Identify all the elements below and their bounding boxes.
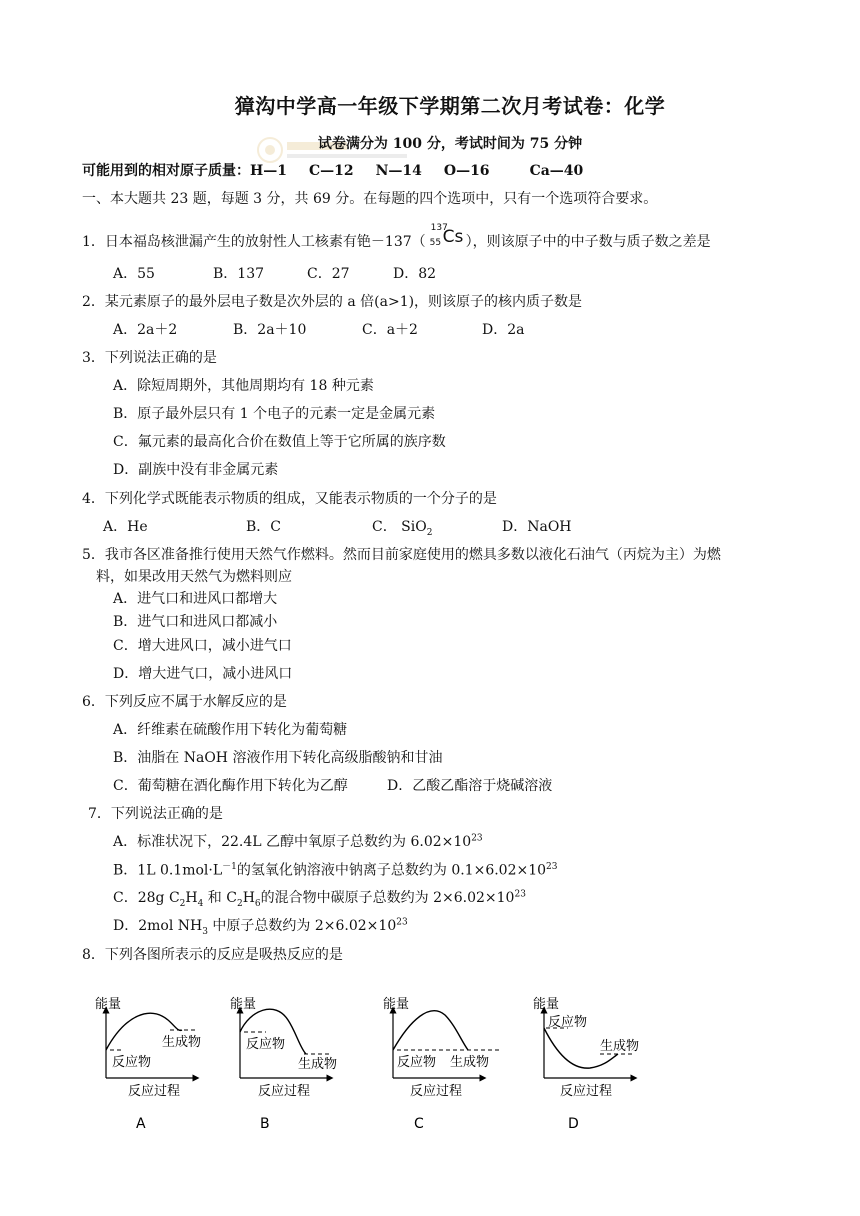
subscript: 3 bbox=[202, 926, 208, 937]
question-4-stem: 4．下列化学式既能表示物质的组成，又能表示物质的一个分子的是 bbox=[82, 491, 497, 507]
exam-info: 试卷满分为 100 分，考试时间为 75 分钟 bbox=[317, 136, 583, 152]
q7-option-d-text2: 中原子总数约为 2×6.02×10 bbox=[212, 918, 397, 934]
q4-option-a[interactable]: A．He bbox=[103, 519, 148, 535]
q3-option-a[interactable]: A．除短周期外，其他周期均有 18 种元素 bbox=[113, 378, 374, 394]
q7-option-b-text2: 的氢氧化钠溶液中钠离子总数约为 0.1×6.02×10 bbox=[236, 862, 547, 879]
q7-option-c[interactable] bbox=[113, 887, 526, 909]
section-instructions: 一、本大题共 23 题，每题 3 分，共 69 分。在每题的四个选项中，只有一个选项符合要求。 bbox=[82, 191, 658, 207]
q1-option-a[interactable]: A．55 bbox=[113, 266, 155, 282]
atomic-mass-n: N—14 bbox=[375, 163, 422, 179]
q4-option-c-text: C． SiO bbox=[372, 519, 427, 535]
nuclide-atomic-number: 55 bbox=[429, 238, 442, 248]
atomic-mass-h: H—1 bbox=[250, 163, 287, 179]
q7-option-c-text3: 和 C bbox=[207, 890, 237, 906]
diagram-b-x-label: 反应过程 bbox=[258, 1084, 311, 1099]
diagram-a-reactant-label: 反应物 bbox=[112, 1055, 152, 1070]
cesium-nuclide bbox=[426, 223, 466, 255]
q7-option-c-text4: H bbox=[242, 890, 255, 906]
diagram-a-x-label: 反应过程 bbox=[128, 1084, 181, 1099]
diagram-c-x-label: 反应过程 bbox=[410, 1084, 463, 1099]
diagram-b-letter: B bbox=[260, 1116, 270, 1132]
q5-option-d[interactable]: D．增大进气口，减小进风口 bbox=[113, 666, 293, 682]
q7-option-c-text5: 的混合物中碳原子总数约为 2×6.02×10 bbox=[260, 890, 515, 906]
q6-option-d[interactable]: D．乙酸乙酯溶于烧碱溶液 bbox=[387, 778, 553, 794]
q2-option-d[interactable]: D．2a bbox=[482, 322, 525, 338]
q3-option-d[interactable]: D．副族中没有非金属元素 bbox=[113, 462, 279, 478]
q7-option-d[interactable] bbox=[113, 915, 408, 937]
q1-stem-part2: ），则该原子中的中子数与质子数之差是 bbox=[465, 234, 711, 250]
diagram-c-curve bbox=[393, 1011, 468, 1050]
subscript: 2 bbox=[179, 898, 186, 909]
diagram-c-letter: C bbox=[414, 1116, 424, 1132]
subscript: 6 bbox=[254, 898, 261, 909]
diagram-d-y-label: 能量 bbox=[533, 997, 560, 1012]
q2-option-c[interactable]: C．a＋2 bbox=[362, 322, 418, 338]
q7-option-b-text1: B．1L 0.1mol·L bbox=[113, 862, 223, 879]
energy-diagram-c bbox=[383, 996, 500, 1132]
q7-option-d-text1: D．2mol NH bbox=[113, 918, 203, 934]
question-7-stem: 7．下列说法正确的是 bbox=[88, 806, 223, 822]
question-1-stem bbox=[82, 223, 711, 255]
q4-option-c[interactable] bbox=[372, 516, 432, 538]
q4-option-d[interactable]: D．NaOH bbox=[502, 519, 572, 535]
atomic-mass-o: O—16 bbox=[443, 163, 490, 179]
q7-option-c-text2: H bbox=[185, 890, 198, 906]
diagram-d-x-label: 反应过程 bbox=[560, 1084, 613, 1099]
exponent: 23 bbox=[396, 917, 408, 928]
atomic-mass-c: C—12 bbox=[308, 163, 354, 179]
question-8-stem: 8．下列各图所表示的反应是吸热反应的是 bbox=[82, 947, 343, 963]
exponent: 23 bbox=[514, 889, 526, 900]
q7-option-a-text: A．标准状况下，22.4L 乙醇中氧原子总数约为 6.02×10 bbox=[113, 834, 472, 850]
superscript: －1 bbox=[222, 862, 237, 872]
q5-option-b[interactable]: B．进气口和进风口都减小 bbox=[113, 614, 278, 630]
q5-option-c[interactable]: C．增大进风口，减小进气口 bbox=[113, 638, 292, 654]
q2-option-b[interactable]: B．2a＋10 bbox=[233, 322, 307, 338]
energy-diagram-a bbox=[95, 996, 201, 1132]
subscript: 2 bbox=[426, 527, 433, 538]
energy-diagrams bbox=[0, 980, 860, 1140]
diagram-a-y-label: 能量 bbox=[95, 997, 122, 1012]
diagram-b-reactant-label: 反应物 bbox=[246, 1037, 286, 1052]
diagram-b-product-label: 生成物 bbox=[298, 1057, 338, 1072]
exponent: 23 bbox=[546, 862, 558, 872]
q7-option-c-text1: C．28g C bbox=[113, 890, 180, 906]
question-3-stem: 3．下列说法正确的是 bbox=[82, 350, 217, 366]
atomic-mass-line bbox=[82, 160, 605, 180]
q1-stem-part1: 1．日本福岛核泄漏产生的放射性人工核素有铯－137（ bbox=[82, 234, 426, 250]
atomic-mass-ca: Ca—40 bbox=[529, 163, 584, 179]
diagram-b-y-label: 能量 bbox=[230, 997, 257, 1012]
q6-option-a[interactable]: A．纤维素在硫酸作用下转化为葡萄糖 bbox=[113, 722, 348, 738]
question-6-stem: 6．下列反应不属于水解反应的是 bbox=[82, 694, 287, 710]
diagram-c-reactant-label: 反应物 bbox=[397, 1055, 437, 1070]
question-2-stem: 2．某元素原子的最外层电子数是次外层的 a 倍(a>1)，则该原子的核内质子数是 bbox=[82, 294, 583, 310]
q1-option-b[interactable]: B．137 bbox=[213, 266, 265, 282]
q7-option-a[interactable] bbox=[113, 831, 483, 851]
question-5-stem-line1: 5．我市各区准备推行使用天然气作燃料。然而目前家庭使用的燃具多数以液化石油气（丙烷为主）为燃 bbox=[82, 547, 721, 563]
nuclide-mass-number: 137 bbox=[430, 223, 448, 233]
energy-diagram-b bbox=[230, 996, 337, 1132]
diagram-d-letter: D bbox=[568, 1116, 579, 1132]
exponent: 23 bbox=[471, 833, 483, 844]
question-5-stem-line2: 料，如果改用天然气为燃料则应 bbox=[96, 569, 292, 585]
diagram-c-product-label: 生成物 bbox=[450, 1055, 490, 1070]
q1-option-d[interactable]: D．82 bbox=[393, 266, 437, 282]
diagram-d-product-label: 生成物 bbox=[600, 1039, 640, 1054]
diagram-a-letter: A bbox=[136, 1116, 146, 1132]
q1-option-c[interactable]: C．27 bbox=[307, 266, 350, 282]
q7-option-b[interactable] bbox=[113, 859, 558, 880]
page-title: 獐沟中学高一年级下学期第二次月考试卷：化学 bbox=[234, 94, 666, 118]
q4-option-b[interactable]: B．C bbox=[246, 519, 281, 535]
subscript: 2 bbox=[236, 898, 243, 909]
nuclide-symbol: Cs bbox=[442, 227, 464, 247]
q6-option-c[interactable]: C．葡萄糖在酒化酶作用下转化为乙醇 bbox=[113, 778, 348, 794]
energy-diagram-d bbox=[533, 996, 639, 1132]
q6-option-b[interactable]: B．油脂在 NaOH 溶液作用下转化高级脂酸钠和甘油 bbox=[113, 750, 443, 766]
diagram-c-y-label: 能量 bbox=[383, 997, 410, 1012]
diagram-a-product-label: 生成物 bbox=[162, 1035, 202, 1050]
diagram-d-reactant-label: 反应物 bbox=[548, 1015, 588, 1030]
atomic-mass-label: 可能用到的相对原子质量： bbox=[82, 163, 250, 179]
subscript: 4 bbox=[197, 898, 204, 909]
q2-option-a[interactable]: A．2a＋2 bbox=[113, 322, 178, 338]
q5-option-a[interactable]: A．进气口和进风口都增大 bbox=[113, 591, 278, 607]
q3-option-b[interactable]: B．原子最外层只有 1 个电子的元素一定是金属元素 bbox=[113, 406, 436, 422]
q3-option-c[interactable]: C．氟元素的最高化合价在数值上等于它所属的族序数 bbox=[113, 434, 446, 450]
